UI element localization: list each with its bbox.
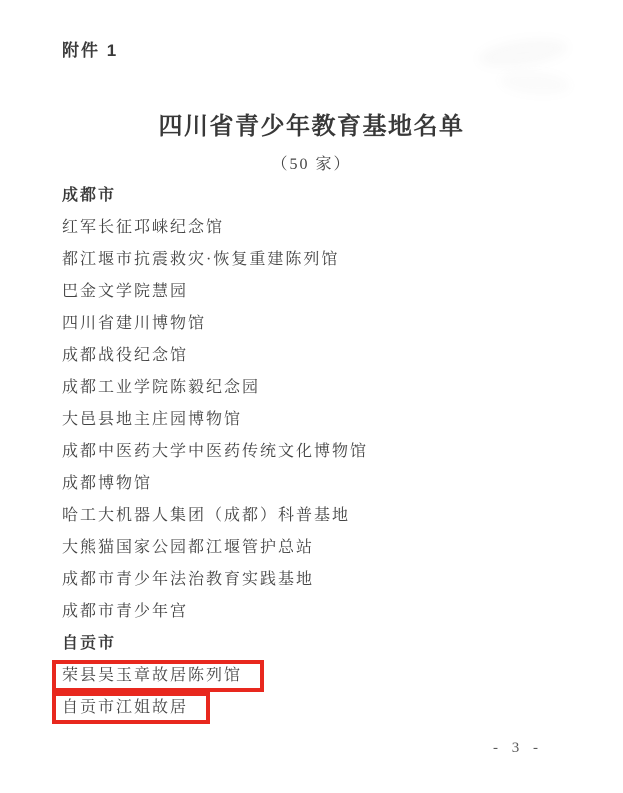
list-item: 大邑县地主庄园博物馆 [62, 411, 243, 428]
list-item: 成都市青少年宫 [62, 603, 189, 620]
list-item-highlighted [62, 660, 368, 692]
list-item: 哈工大机器人集团（成都）科普基地 [62, 507, 351, 524]
list-item: 成都战役纪念馆 [62, 347, 189, 364]
list-item-label: 荣县吴玉章故居陈列馆 [62, 667, 243, 684]
scan-smudge [499, 69, 571, 97]
list-item: 大熊猫国家公园都江堰管护总站 [62, 539, 315, 556]
scan-smudge [477, 34, 570, 72]
list-item: 成都工业学院陈毅纪念园 [62, 379, 261, 396]
list-item: 成都中医药大学中医药传统文化博物馆 [62, 443, 369, 460]
list-item: 都江堰市抗震救灾·恢复重建陈列馆 [62, 251, 340, 268]
list-item: 巴金文学院慧园 [62, 283, 189, 300]
document-title: 四川省青少年教育基地名单 [158, 114, 465, 140]
red-highlight-box [52, 660, 264, 692]
list-item-label: 自贡市江姐故居 [62, 699, 189, 716]
education-base-list [62, 180, 368, 724]
section-header-zigong: 自贡市 [62, 635, 117, 652]
attachment-label: 附件 1 [62, 41, 119, 60]
list-item: 成都博物馆 [62, 475, 153, 492]
red-highlight-box [52, 692, 210, 724]
section-header-chengdu: 成都市 [62, 187, 117, 204]
list-item: 成都市青少年法治教育实践基地 [62, 571, 315, 588]
list-item: 四川省建川博物馆 [62, 315, 207, 332]
list-item: 红军长征邛崃纪念馆 [62, 219, 225, 236]
page-number: - 3 - [493, 740, 543, 756]
list-item-highlighted [62, 692, 368, 724]
document-subtitle-count: （50 家） [271, 156, 352, 173]
